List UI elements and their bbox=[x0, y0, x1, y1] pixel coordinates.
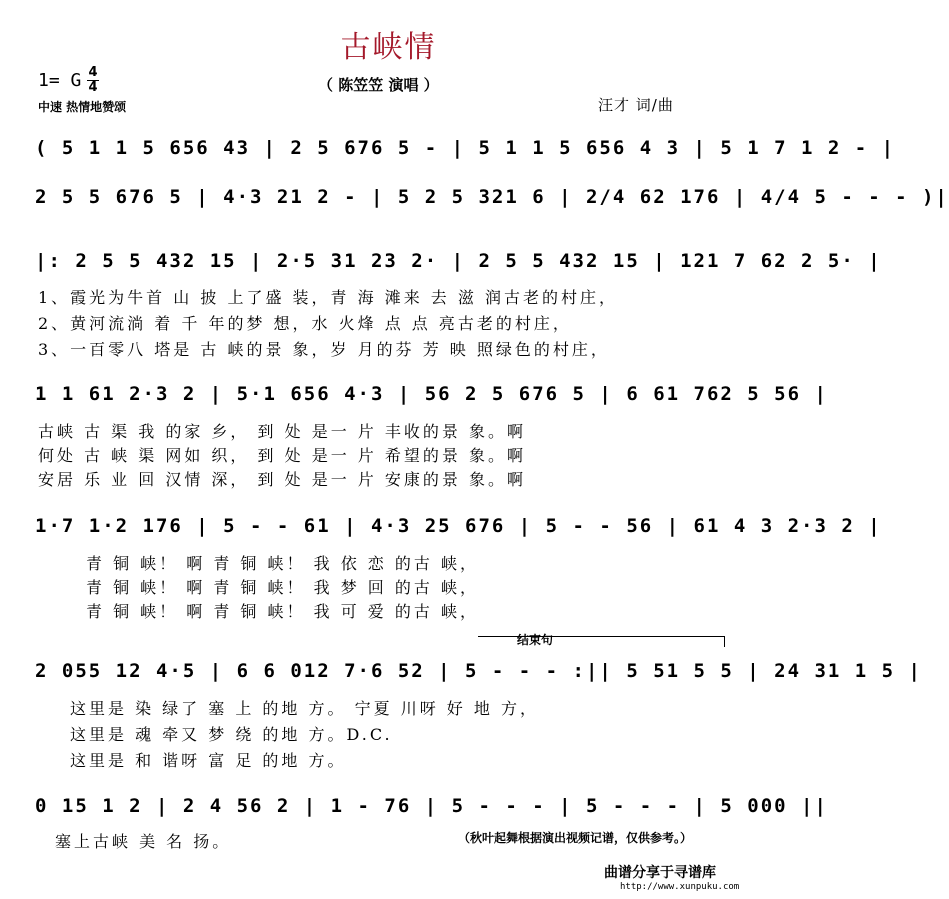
tempo-marking: 中速 热情地赞颂 bbox=[38, 100, 127, 114]
staff-line-3: |: 2 5 5 432 15 | 2·5 31 23 2· | 2 5 5 432 15 | 121 7 62 2 5· | bbox=[35, 250, 882, 272]
staff-line-4: 1 1 61 2·3 2 | 5·1 656 4·3 | 56 2 5 676 5 | 6 61 762 5 56 | bbox=[35, 383, 828, 405]
transcription-note: （秋叶起舞根据演出视频记谱，仅供参考。） bbox=[458, 831, 693, 845]
lyric-coda: 塞上古峡 美 名 扬。 bbox=[55, 832, 232, 851]
lyric-verse3-d: 这里是 和 谐呀 富 足 的地 方。 bbox=[70, 751, 347, 770]
time-signature bbox=[86, 66, 100, 95]
lyric-verse2-a: 2、黄河流淌 着 千 年的梦 想，水 火烽 点 点 亮古老的村庄， bbox=[38, 314, 572, 333]
key-signature: 1= G bbox=[38, 70, 82, 91]
lyric-verse1-c: 青 铜 峡！ 啊 青 铜 峡！ 我 依 恋 的古 峡， bbox=[86, 554, 479, 573]
staff-line-6: 2 055 12 4·5 | 6 6 012 7·6 52 | 5 - - - :|| 5 51 5 5 | 24 31 1 5 | bbox=[35, 660, 922, 682]
lyric-verse1-b: 古峡 古 渠 我 的家 乡， 到 处 是一 片 丰收的景 象。啊 bbox=[38, 422, 526, 441]
composer-credit: 汪才 词/曲 bbox=[598, 96, 674, 114]
time-signature-top: 4 bbox=[88, 65, 98, 80]
lyric-verse3-a: 3、一百零八 塔是 古 峡的景 象，岁 月的芬 芳 映 照绿色的村庄， bbox=[38, 340, 610, 359]
lyric-verse2-d: 这里是 魂 牵又 梦 绕 的地 方。D.C. bbox=[70, 725, 393, 744]
staff-line-2: 2 5 5 676 5 | 4·3 21 2 - | 5 2 5 321 6 | 2/4 62 176 | 4/4 5 - - - )| bbox=[35, 186, 949, 208]
lyric-verse3-b: 安居 乐 业 回 汉情 深， 到 处 是一 片 安康的景 象。啊 bbox=[38, 470, 526, 489]
song-title: 古峡情 bbox=[340, 30, 437, 65]
lyric-verse3-c: 青 铜 峡！ 啊 青 铜 峡！ 我 可 爱 的古 峡， bbox=[86, 602, 479, 621]
staff-line-1: ( 5 1 1 5 656 43 | 2 5 676 5 - | 5 1 1 5 656 4 3 | 5 1 7 1 2 - | bbox=[35, 137, 896, 159]
ending-bracket bbox=[478, 636, 725, 647]
staff-line-7: 0 15 1 2 | 2 4 56 2 | 1 - 76 | 5 - - - | 5 - - - | 5 000 || bbox=[35, 795, 828, 817]
ending-label: 结束句 bbox=[514, 631, 556, 648]
watermark: 曲谱分享于寻谱库 bbox=[604, 865, 716, 881]
staff-line-5: 1·7 1·2 176 | 5 - - 61 | 4·3 25 676 | 5 - - 56 | 61 4 3 2·3 2 | bbox=[35, 515, 882, 537]
lyric-verse2-c: 青 铜 峡！ 啊 青 铜 峡！ 我 梦 回 的古 峡， bbox=[86, 578, 479, 597]
lyric-verse1-a: 1、霞光为牛首 山 披 上了盛 装，青 海 滩来 去 滋 润古老的村庄， bbox=[38, 288, 618, 307]
watermark-url: http://www.xunpuku.com bbox=[620, 882, 740, 892]
performer: （ 陈笠笠 演唱 ） bbox=[318, 76, 439, 94]
lyric-verse2-b: 何处 古 峡 渠 网如 织， 到 处 是一 片 希望的景 象。啊 bbox=[38, 446, 526, 465]
lyric-verse1-d: 这里是 染 绿了 塞 上 的地 方。 宁夏 川呀 好 地 方， bbox=[70, 699, 539, 718]
time-signature-bottom: 4 bbox=[88, 80, 98, 95]
